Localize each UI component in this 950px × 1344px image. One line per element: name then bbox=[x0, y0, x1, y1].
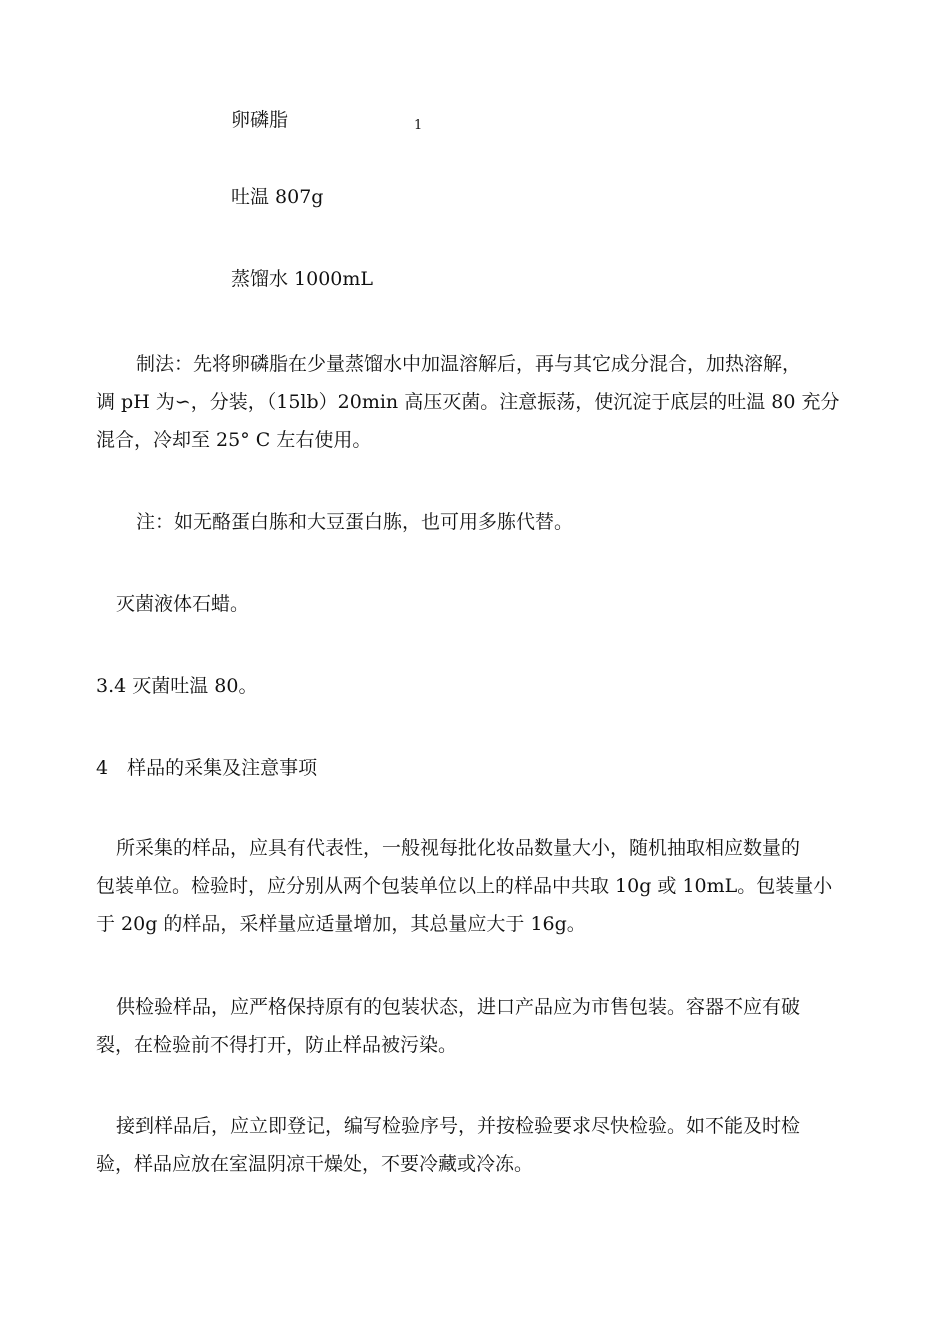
para1-line-2: 包装单位。检验时，应分别从两个包装单位以上的样品中共取 10g 或 10mL。包装量小 bbox=[96, 875, 833, 897]
method-paragraph bbox=[96, 345, 866, 459]
para2-line-2: 裂，在检验前不得打开，防止样品被污染。 bbox=[96, 1034, 458, 1056]
method-line-2: 调 pH 为∽，分装，（15lb）20min 高压灭菌。注意振荡，使沉淀于底层的吐温 80 充分 bbox=[96, 391, 840, 413]
formula-item-lecithin: 卵磷脂 bbox=[231, 109, 289, 131]
para1-line-1: 所采集的样品，应具有代表性，一般视每批化妆品数量大小，随机抽取相应数量的 bbox=[116, 837, 801, 859]
formula-item-lecithin-qty: 1 bbox=[414, 118, 423, 133]
section-4-heading: 4 样品的采集及注意事项 bbox=[96, 757, 318, 779]
formula-item-water: 蒸馏水 1000mL bbox=[231, 268, 374, 290]
formula-item-tween: 吐温 807g bbox=[231, 186, 324, 208]
para3-line-1: 接到样品后，应立即登记，编写检验序号，并按检验要求尽快检验。如不能及时检 bbox=[116, 1115, 801, 1137]
method-line-3: 混合，冷却至 25° C 左右使用。 bbox=[96, 429, 372, 451]
sampling-paragraph-1 bbox=[96, 829, 866, 943]
para3-line-2: 验，样品应放在室温阴凉干燥处，不要冷藏或冷冻。 bbox=[96, 1153, 534, 1175]
method-line-1: 制法：先将卵磷脂在少量蒸馏水中加温溶解后，再与其它成分混合，加热溶解， bbox=[136, 353, 802, 375]
sampling-paragraph-3 bbox=[96, 1107, 866, 1183]
sampling-paragraph-2 bbox=[96, 988, 866, 1064]
para2-line-1: 供检验样品，应严格保持原有的包装状态，进口产品应为市售包装。容器不应有破 bbox=[116, 996, 801, 1018]
para1-line-3: 于 20g 的样品，采样量应适量增加，其总量应大于 16g。 bbox=[96, 913, 586, 935]
item-liquid-paraffin: 灭菌液体石蜡。 bbox=[116, 593, 250, 615]
item-3-4-tween80: 3.4 灭菌吐温 80。 bbox=[96, 675, 258, 697]
note-text: 注：如无酪蛋白胨和大豆蛋白胨，也可用多胨代替。 bbox=[136, 511, 574, 533]
